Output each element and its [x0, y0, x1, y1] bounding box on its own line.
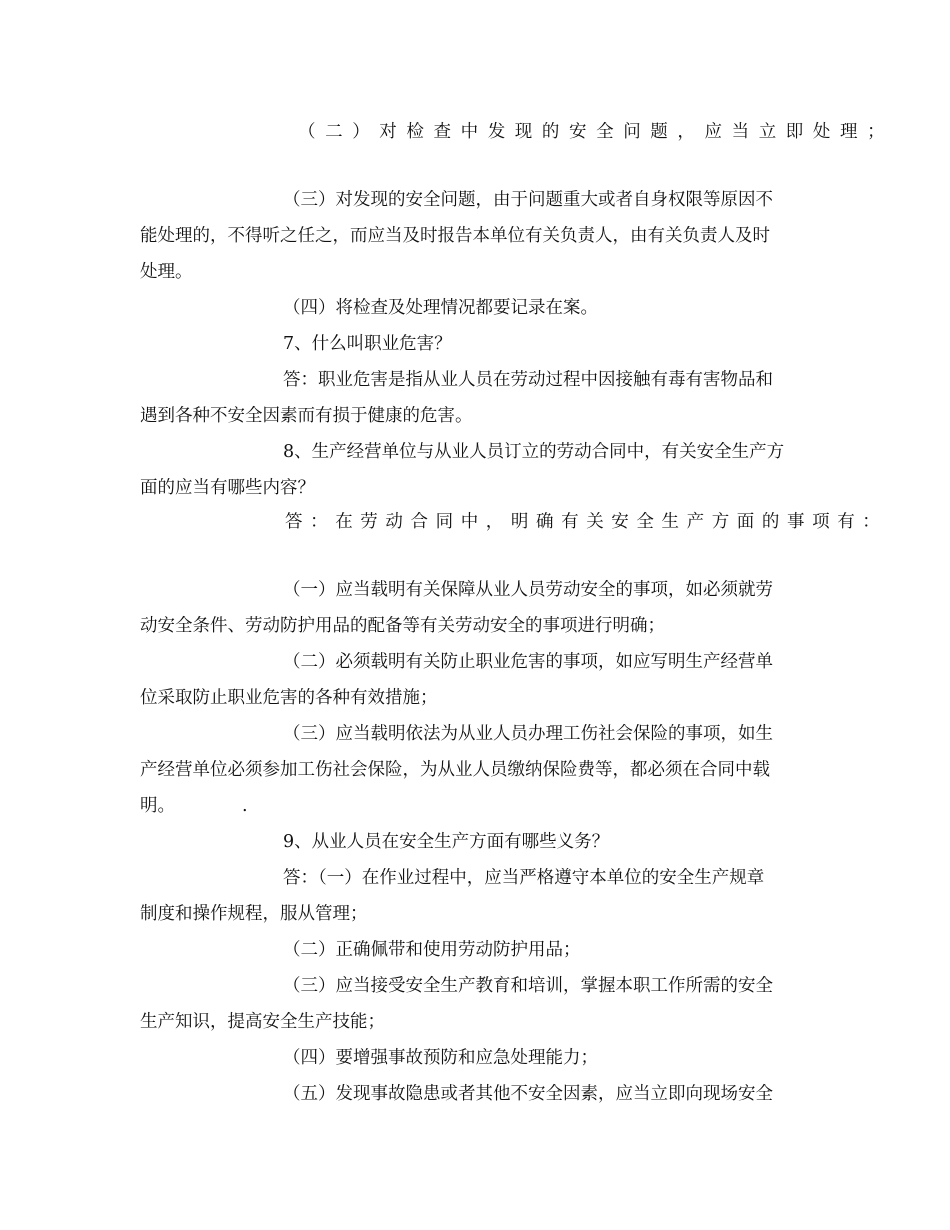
- stray-dot: .: [242, 796, 248, 816]
- paragraph-line: （三）应当接受安全生产教育和培训，掌握本职工作所需的安全: [283, 976, 773, 996]
- paragraph-line: 答：职业危害是指从业人员在劳动过程中因接触有毒有害物品和: [283, 370, 773, 390]
- paragraph-line: （二）正确佩带和使用劳动防护用品；: [283, 940, 581, 960]
- paragraph-line: （二）必须载明有关防止职业危害的事项，如应写明生产经营单: [283, 652, 773, 672]
- paragraph-line: （三）对发现的安全问题，由于问题重大或者自身权限等原因不: [283, 190, 773, 210]
- paragraph-line: 生产知识，提高安全生产技能；: [140, 1012, 385, 1032]
- paragraph-line: 产经营单位必须参加工伤社会保险，为从业人员缴纳保险费等，都必须在合同中载: [140, 760, 770, 780]
- paragraph-line: 能处理的，不得听之任之，而应当及时报告本单位有关负责人，由有关负责人及时: [140, 226, 770, 246]
- paragraph-line: 位采取防止职业危害的各种有效措施；: [140, 688, 438, 708]
- paragraph-line: 明。: [140, 796, 175, 816]
- paragraph-line: 遇到各种不安全因素而有损于健康的危害。: [140, 406, 473, 426]
- paragraph-line: （一）应当载明有关保障从业人员劳动安全的事项，如必须就劳: [283, 580, 773, 600]
- paragraph-line: 处理。: [140, 262, 193, 282]
- paragraph-line: （五）发现事故隐患或者其他不安全因素，应当立即向现场安全: [283, 1084, 773, 1104]
- question-heading: 8、生产经营单位与从业人员订立的劳动合同中，有关安全生产方: [283, 442, 785, 462]
- question-heading: 7、什么叫职业危害？: [283, 334, 452, 354]
- paragraph-line: 制度和操作规程，服从管理；: [140, 904, 368, 924]
- paragraph-line: （三）应当载明依法为从业人员办理工伤社会保险的事项，如生: [283, 724, 773, 744]
- paragraph-line: （二）对检查中发现的安全问题，应当立即处理；: [298, 122, 895, 142]
- question-heading: 9、从业人员在安全生产方面有哪些义务？: [283, 832, 610, 852]
- paragraph-line: （四）将检查及处理情况都要记录在案。: [283, 298, 598, 318]
- paragraph-line: （四）要增强事故预防和应急处理能力；: [283, 1048, 598, 1068]
- paragraph-line: 答：在劳动合同中，明确有关安全生产方面的事项有：: [285, 512, 888, 532]
- paragraph-line: 动安全条件、劳动防护用品的配备等有关劳动安全的事项进行明确；: [140, 616, 665, 636]
- question-heading: 面的应当有哪些内容？: [140, 478, 315, 498]
- paragraph-line: 答：（一）在作业过程中，应当严格遵守本单位的安全生产规章: [283, 868, 765, 888]
